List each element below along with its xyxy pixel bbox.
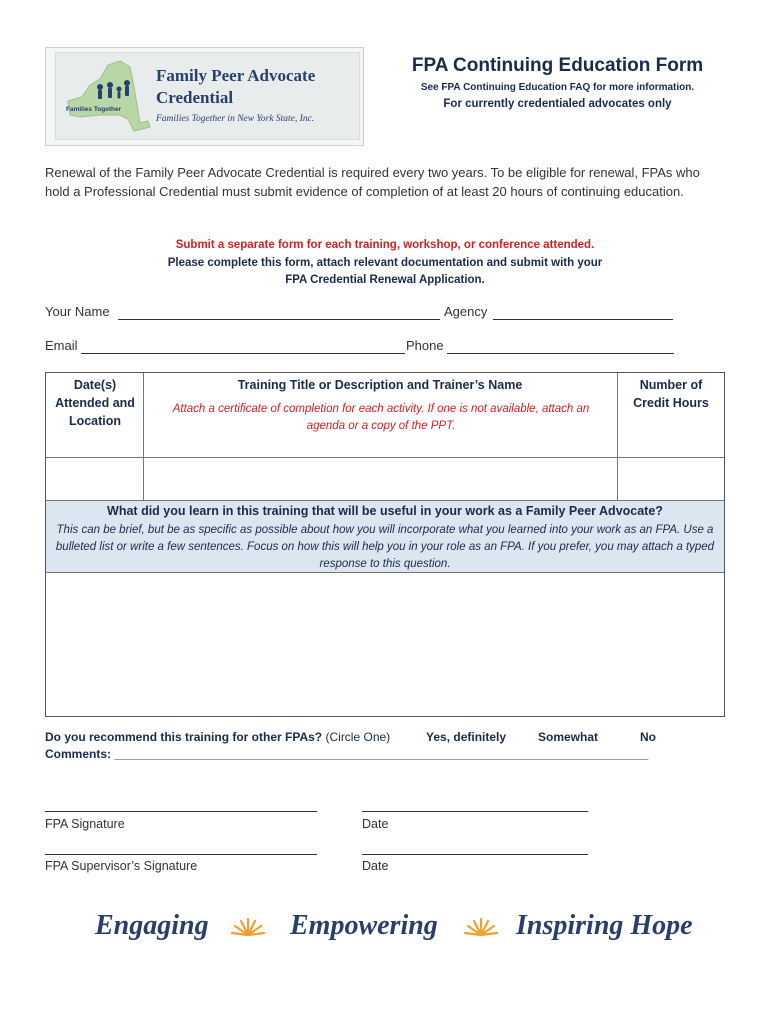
- motto-empowering: Empowering: [290, 910, 438, 941]
- col-divider-1: [143, 373, 144, 500]
- dates-cell[interactable]: [47, 459, 142, 499]
- col-divider-2: [617, 373, 618, 500]
- option-no[interactable]: No: [640, 730, 656, 744]
- name-label: Your Name: [45, 304, 110, 319]
- logo-title-line2: Credential: [156, 88, 234, 107]
- date-label-1: Date: [362, 817, 389, 831]
- recommend-hint: (Circle One): [325, 730, 391, 744]
- fpa-signature-line[interactable]: [45, 810, 317, 812]
- learning-response-area[interactable]: [47, 574, 723, 716]
- logo-subtitle: Families Together in New York State, Inc.: [156, 114, 315, 124]
- option-yes[interactable]: Yes, definitely: [426, 730, 507, 744]
- sunburst-icon: [463, 916, 499, 938]
- training-table: [45, 372, 725, 717]
- fpa-signature-label: FPA Signature: [45, 817, 125, 831]
- date-line-1[interactable]: [362, 810, 588, 812]
- motto-engaging: Engaging: [95, 910, 209, 941]
- row-divider-1: [46, 457, 724, 458]
- agency-field[interactable]: [493, 318, 673, 320]
- motto-inspiring-hope: Inspiring Hope: [516, 910, 693, 941]
- learning-question-note: This can be brief, but be as specific as possible about how you will incorporate what you learned into your work as an FPA. Use a bulleted list or write a few sentences. Focus on how this will help you in your role as an FPA. If you prefer, you may attach a typed response to this question.: [55, 524, 715, 570]
- attach-note: Attach a certificate of completion for each activity. If one is not available, attach an agenda or a copy of the PPT.: [172, 403, 590, 432]
- instruction-line3: FPA Credential Renewal Application.: [285, 274, 485, 286]
- title-cell[interactable]: [145, 459, 616, 499]
- audience-note: For currently credentialed advocates only: [443, 98, 672, 110]
- agency-label: Agency: [444, 304, 488, 319]
- row-divider-2: [46, 500, 724, 501]
- col-header-dates: Date(s) Attended and Location: [55, 378, 135, 428]
- intro-paragraph: Renewal of the Family Peer Advocate Credential is required every two years. To be eligible for renewal, FPAs who hold a Professional Credential must submit evidence of completion of at least 20 hours of continuing education.: [45, 165, 700, 199]
- ny-state-map-icon: [60, 57, 152, 135]
- sunburst-icon: [230, 916, 266, 938]
- faq-note: See FPA Continuing Education FAQ for more information.: [420, 82, 695, 93]
- logo-title: [156, 65, 356, 109]
- instruction-line2: Please complete this form, attach relevant documentation and submit with your: [167, 257, 603, 269]
- logo: [45, 47, 364, 146]
- date-label-2: Date: [362, 859, 389, 873]
- phone-field[interactable]: [447, 352, 674, 354]
- supervisor-signature-label: FPA Supervisor’s Signature: [45, 859, 198, 873]
- date-line-2[interactable]: [362, 853, 588, 855]
- logo-org-short: Families Together: [66, 106, 122, 113]
- email-field[interactable]: [81, 352, 405, 354]
- option-somewhat[interactable]: Somewhat: [538, 730, 599, 744]
- email-label: Email: [45, 338, 78, 353]
- logo-panel: [55, 52, 360, 140]
- supervisor-signature-line[interactable]: [45, 853, 317, 855]
- comments-field[interactable]: Comments: ________________________________________________________________________________: [45, 747, 649, 761]
- learning-question: What did you learn in this training that will be useful in your work as a Family Peer Advocate?: [107, 504, 663, 518]
- name-field[interactable]: [118, 318, 440, 320]
- phone-label: Phone: [406, 338, 444, 353]
- recommend-question: [45, 730, 390, 744]
- form-title: FPA Continuing Education Form: [411, 55, 704, 76]
- col-header-title: Training Title or Description and Trainer’s Name: [237, 378, 523, 392]
- recommend-question-text: Do you recommend this training for other FPAs?: [45, 730, 323, 744]
- logo-title-line1: Family Peer Advocate: [156, 66, 316, 85]
- instruction-line1: Submit a separate form for each training, workshop, or conference attended.: [175, 239, 595, 251]
- col-header-hours: Number of Credit Hours: [633, 378, 709, 410]
- hours-cell[interactable]: [619, 459, 723, 499]
